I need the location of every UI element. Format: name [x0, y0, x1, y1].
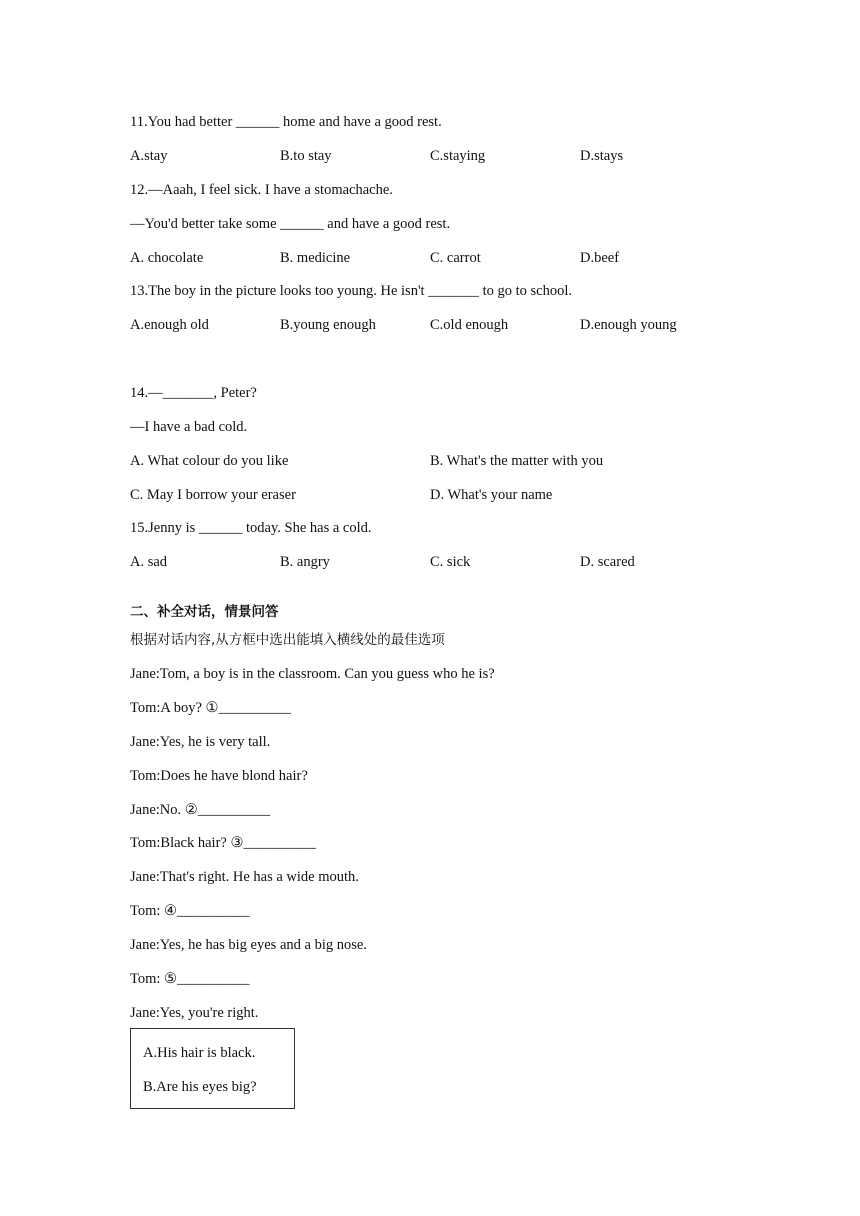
section-2-heading: 二、补全对话，情景问答: [130, 604, 279, 620]
dialogue-line: Tom: ⑤__________: [130, 971, 250, 987]
q14-option-d: D. What's your name: [430, 487, 553, 503]
q11-option-b: B.to stay: [280, 148, 332, 164]
q14-option-a: A. What colour do you like: [130, 453, 289, 469]
dialogue-line: Tom:Black hair? ③__________: [130, 835, 316, 851]
q13-option-c: C.old enough: [430, 317, 509, 333]
q12-option-b: B. medicine: [280, 250, 351, 266]
q12-option-c: C. carrot: [430, 250, 481, 266]
dialogue-line: Jane:No. ②__________: [130, 802, 271, 818]
q14-option-b: B. What's the matter with you: [430, 453, 604, 469]
question-13-stem: 13.The boy in the picture looks too young. He isn't _______ to go to school.: [130, 283, 573, 299]
choice-b: B.Are his eyes big?: [143, 1079, 257, 1095]
q13-option-b: B.young enough: [280, 317, 376, 333]
q13-option-a: A.enough old: [130, 317, 209, 333]
question-15-stem: 15.Jenny is ______ today. She has a cold.: [130, 520, 372, 536]
choice-a: A.His hair is black.: [143, 1045, 256, 1061]
q15-option-b: B. angry: [280, 554, 330, 570]
q11-option-d: D.stays: [580, 148, 624, 164]
q12-option-d: D.beef: [580, 250, 620, 266]
dialogue-line: Tom: ④__________: [130, 903, 250, 919]
q15-option-c: C. sick: [430, 554, 471, 570]
q13-option-d: D.enough young: [580, 317, 677, 333]
section-2-instruction: 根据对话内容,从方框中选出能填入横线处的最佳选项: [130, 632, 445, 648]
q12-option-a: A. chocolate: [130, 250, 204, 266]
dialogue-line: Jane:Yes, he is very tall.: [130, 734, 271, 750]
dialogue-line: Tom:A boy? ①__________: [130, 700, 292, 716]
question-12-stem: 12.—Aaah, I feel sick. I have a stomachache.: [130, 182, 393, 198]
q15-option-a: A. sad: [130, 554, 168, 570]
q15-option-d: D. scared: [580, 554, 635, 570]
dialogue-line: Jane:Yes, he has big eyes and a big nose.: [130, 937, 367, 953]
dialogue-line: Jane:That's right. He has a wide mouth.: [130, 869, 359, 885]
question-14-stem-2: —I have a bad cold.: [130, 419, 248, 435]
question-14-stem: 14.—_______, Peter?: [130, 385, 257, 401]
q11-option-c: C.staying: [430, 148, 486, 164]
choice-box: [130, 1028, 295, 1109]
dialogue-line: Jane:Yes, you're right.: [130, 1005, 259, 1021]
question-11-stem: 11.You had better ______ home and have a good rest.: [130, 114, 442, 130]
q11-option-a: A.stay: [130, 148, 168, 164]
question-12-stem-2: —You'd better take some ______ and have a good rest.: [130, 216, 451, 232]
dialogue-line: Jane:Tom, a boy is in the classroom. Can you guess who he is?: [130, 666, 495, 682]
dialogue-line: Tom:Does he have blond hair?: [130, 768, 308, 784]
q14-option-c: C. May I borrow your eraser: [130, 487, 296, 503]
